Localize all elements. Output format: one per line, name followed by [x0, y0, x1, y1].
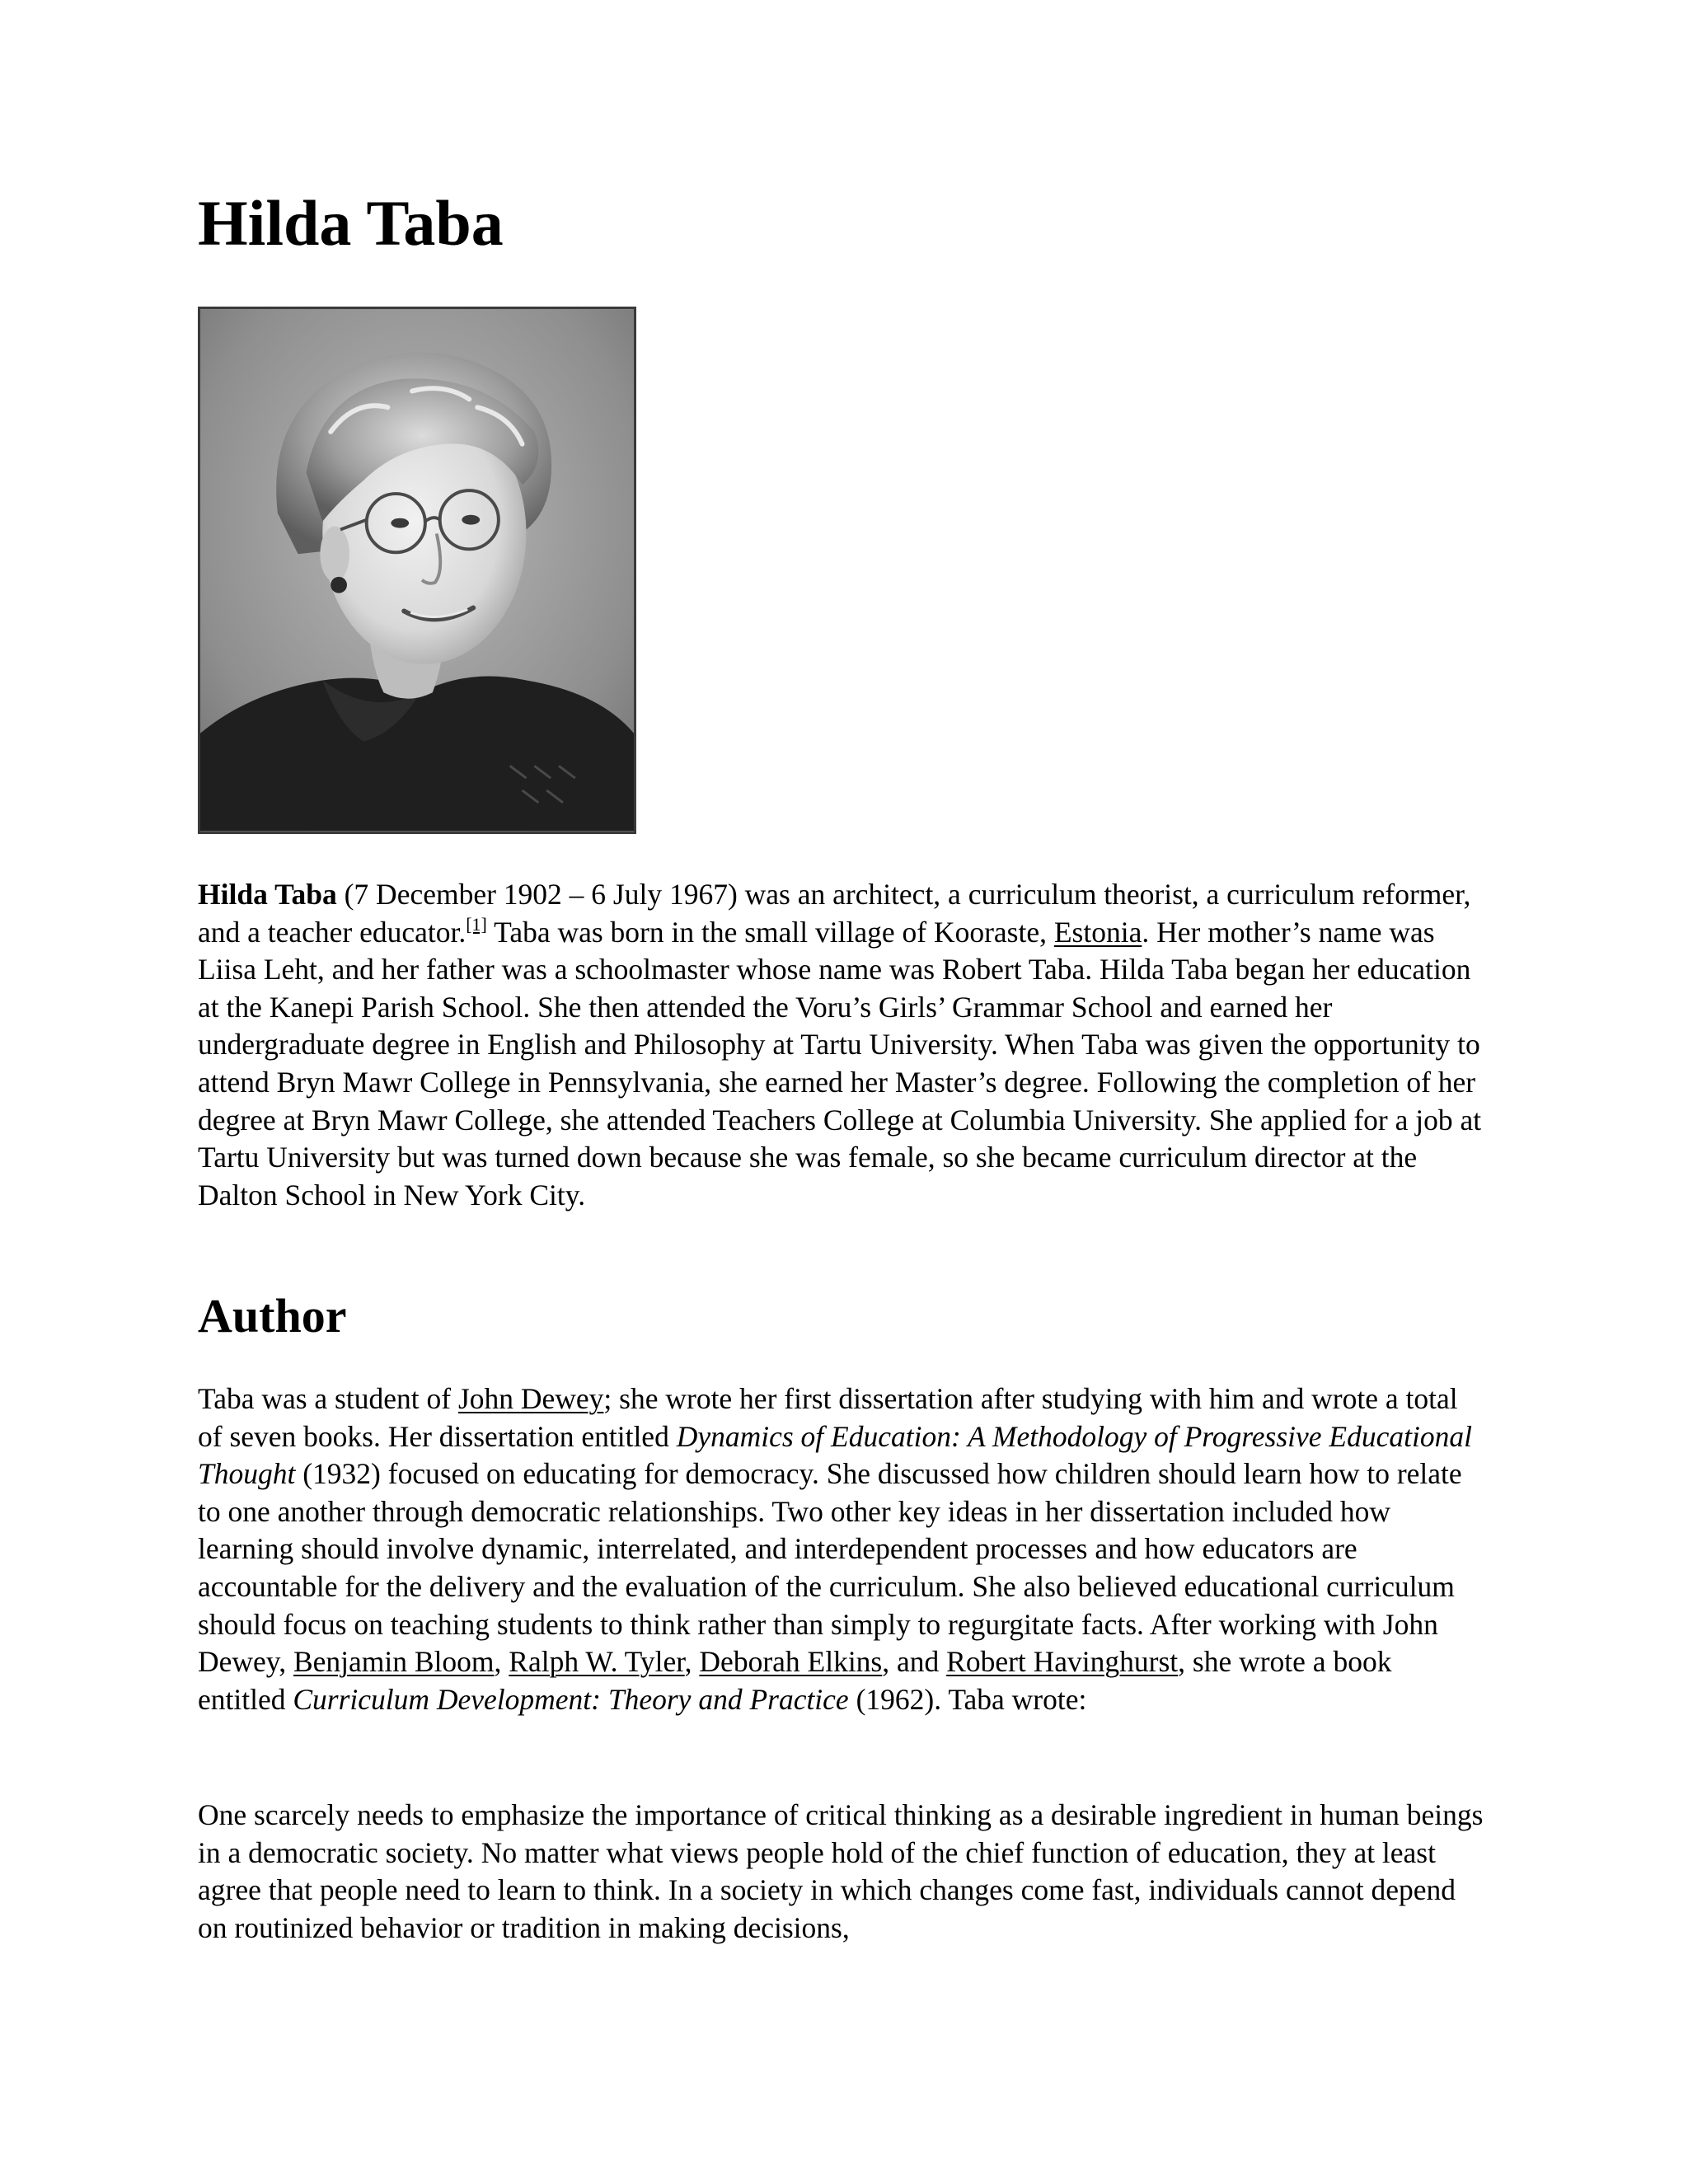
link-deborah-elkins[interactable]: Deborah Elkins	[699, 1645, 883, 1679]
intro-paragraph	[198, 876, 1484, 1214]
intro-text-b: Taba was born in the small village of Kooraste,	[486, 915, 1054, 949]
portrait-photo	[198, 307, 636, 834]
author-text-c: (1932) focused on educating for democracy. She discussed how children should learn how to relate to one another through democratic relationships. Two other key ideas in her dissertation included how learning should involve dynamic, interrelated, and interdependent processes and how educators are accountable for the delivery and the evaluation of the curriculum. She also believed educational curriculum should focus on teaching students to think rather than simply to regurgitate facts. After working with John Dewey,	[198, 1457, 1462, 1679]
author-text-d: , she wrote a book entitled	[198, 1645, 1392, 1716]
section-heading-author: Author	[198, 1289, 347, 1343]
author-text-e: (1962). Taba wrote:	[848, 1682, 1087, 1716]
separator-1: ,	[494, 1645, 509, 1679]
separator-2: ,	[684, 1645, 700, 1679]
reference-link-1[interactable]: [1]	[466, 913, 487, 935]
link-ralph-tyler[interactable]: Ralph W. Tyler	[509, 1645, 685, 1679]
author-text-b: ; she wrote her first dissertation after studying with him and wrote a total of seven books. Her dissertation entitled	[198, 1382, 1458, 1453]
portrait-illustration	[200, 309, 634, 832]
quote-paragraph: One scarcely needs to emphasize the importance of critical thinking as a desirable ingredient in human beings in a democratic society. No matter what views people hold of the chief function of education, they at least agree that people need to learn to think. In a society in which changes come fast, individuals cannot depend on routinized behavior or tradition in making decisions,	[198, 1798, 1484, 1944]
link-estonia[interactable]: Estonia	[1053, 915, 1142, 949]
author-text-a: Taba was a student of	[198, 1382, 458, 1415]
link-robert-havinghurst[interactable]: Robert Havinghurst	[946, 1645, 1179, 1679]
link-john-dewey[interactable]: John Dewey	[457, 1382, 604, 1415]
page-title: Hilda Taba	[198, 187, 504, 259]
author-paragraph	[198, 1380, 1484, 1718]
book-title-dynamics: Dynamics of Education: A Methodology of Progressive Educational Thought	[198, 1419, 1472, 1491]
book-title-curriculum-development: Curriculum Development: Theory and Practice	[293, 1682, 849, 1716]
intro-text-a: (7 December 1902 – 6 July 1967) was an architect, a curriculum theorist, a curriculum reformer, and a teacher educator.	[198, 878, 1471, 949]
separator-3: , and	[882, 1645, 947, 1679]
intro-text-c: . Her mother’s name was Liisa Leht, and her father was a schoolmaster whose name was Robert Taba. Hilda Taba began her education at the Kanepi Parish School. She then attended the Voru’s Girls’ Grammar School and earned her undergraduate degree in English and Philosophy at Tartu University. When Taba was given the opportunity to attend Bryn Mawr College in Pennsylvania, she earned her Master’s degree. Following the completion of her degree at Bryn Mawr College, she attended Teachers College at Columbia University. She applied for a job at Tartu University but was turned down because she was female, so she became curriculum director at the Dalton School in New York City.	[198, 915, 1482, 1212]
link-benjamin-bloom[interactable]: Benjamin Bloom	[293, 1645, 495, 1679]
subject-name: Hilda Taba	[198, 878, 337, 911]
